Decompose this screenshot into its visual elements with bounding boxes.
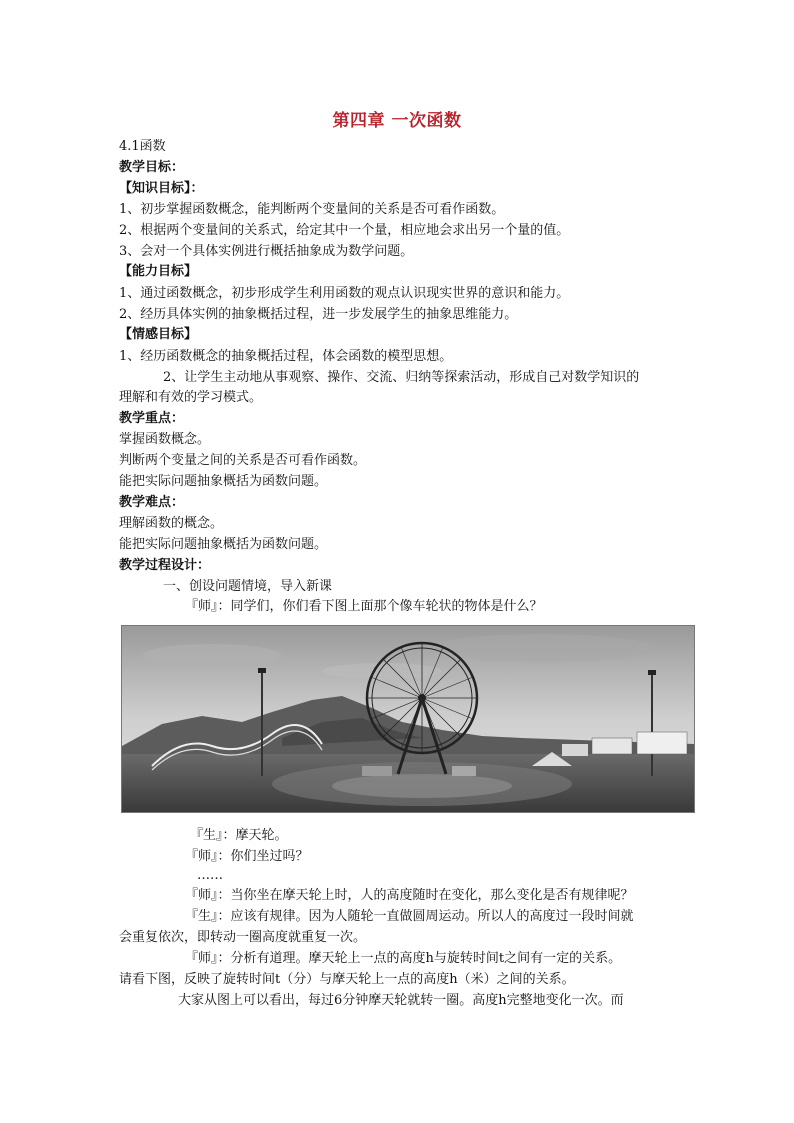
key-points-heading: 教学重点： xyxy=(119,411,185,426)
difficulty-item: 理解函数的概念。 xyxy=(119,516,224,531)
dialogue-line: 『师』：你们坐过吗？ xyxy=(185,849,309,864)
ferris-wheel-icon xyxy=(122,626,694,812)
dialogue-line: 大家从图上可以看出，每过6分钟摩天轮就转一圈。高度h完整地变化一次。而 xyxy=(178,993,624,1008)
dialogue-line: 『生』：应该有规律。因为人随轮一直做圆周运动。所以人的高度过一段时间就 xyxy=(185,909,634,924)
difficulty-item: 能把实际问题抽象概括为函数问题。 xyxy=(119,537,328,552)
ability-heading: 【能力目标】 xyxy=(119,264,198,279)
ability-item: 2、经历具体实例的抽象概括过程，进一步发展学生的抽象思维能力。 xyxy=(119,307,518,322)
teacher-question: 『师』：同学们，你们看下图上面那个像车轮状的物体是什么？ xyxy=(185,599,543,614)
knowledge-item: 1、初步掌握函数概念，能判断两个变量间的关系是否可看作函数。 xyxy=(119,202,505,217)
emotion-item: 理解和有效的学习模式。 xyxy=(119,390,263,405)
ability-item: 1、通过函数概念，初步形成学生利用函数的观点认识现实世界的意识和能力。 xyxy=(119,286,570,301)
process-heading: 教学过程设计： xyxy=(119,558,211,573)
difficulties-heading: 教学难点： xyxy=(119,495,185,510)
dialogue-line: …… xyxy=(197,868,223,883)
key-point-item: 能把实际问题抽象概括为函数问题。 xyxy=(119,474,328,489)
knowledge-heading: 【知识目标】： xyxy=(119,181,204,196)
emotion-item: 1、经历函数概念的抽象概括过程，体会函数的模型思想。 xyxy=(119,349,453,364)
knowledge-item: 3、会对一个具体实例进行概括抽象成为数学问题。 xyxy=(119,244,414,259)
dialogue-line: 『师』：分析有道理。摩天轮上一点的高度h与旋转时间t之间有一定的关系。 xyxy=(185,951,622,966)
chapter-title: 第四章 一次函数 xyxy=(332,111,462,131)
emotion-item: 2、让学生主动地从事观察、操作、交流、归纳等探索活动，形成自己对数学知识的 xyxy=(163,370,640,385)
key-point-item: 判断两个变量之间的关系是否可看作函数。 xyxy=(119,453,367,468)
dialogue-line: 『生』：摩天轮。 xyxy=(190,828,288,843)
ferris-wheel-photo xyxy=(121,625,695,813)
emotion-heading: 【情感目标】 xyxy=(119,327,198,342)
knowledge-item: 2、根据两个变量间的关系式，给定其中一个量，相应地会求出另一个量的值。 xyxy=(119,223,570,238)
key-point-item: 掌握函数概念。 xyxy=(119,432,211,447)
section-label: 4.1函数 xyxy=(119,139,166,154)
dialogue-line: 请看下图，反映了旋转时间t（分）与摩天轮上一点的高度h（米）之间的关系。 xyxy=(119,972,575,987)
goals-heading: 教学目标： xyxy=(119,160,185,175)
dialogue-line: 『师』：当你坐在摩天轮上时，人的高度随时在变化，那么变化是否有规律呢？ xyxy=(185,888,634,903)
dialogue-line: 会重复依次，即转动一圈高度就重复一次。 xyxy=(119,930,367,945)
process-step: 一、创设问题情境，导入新课 xyxy=(163,579,333,594)
